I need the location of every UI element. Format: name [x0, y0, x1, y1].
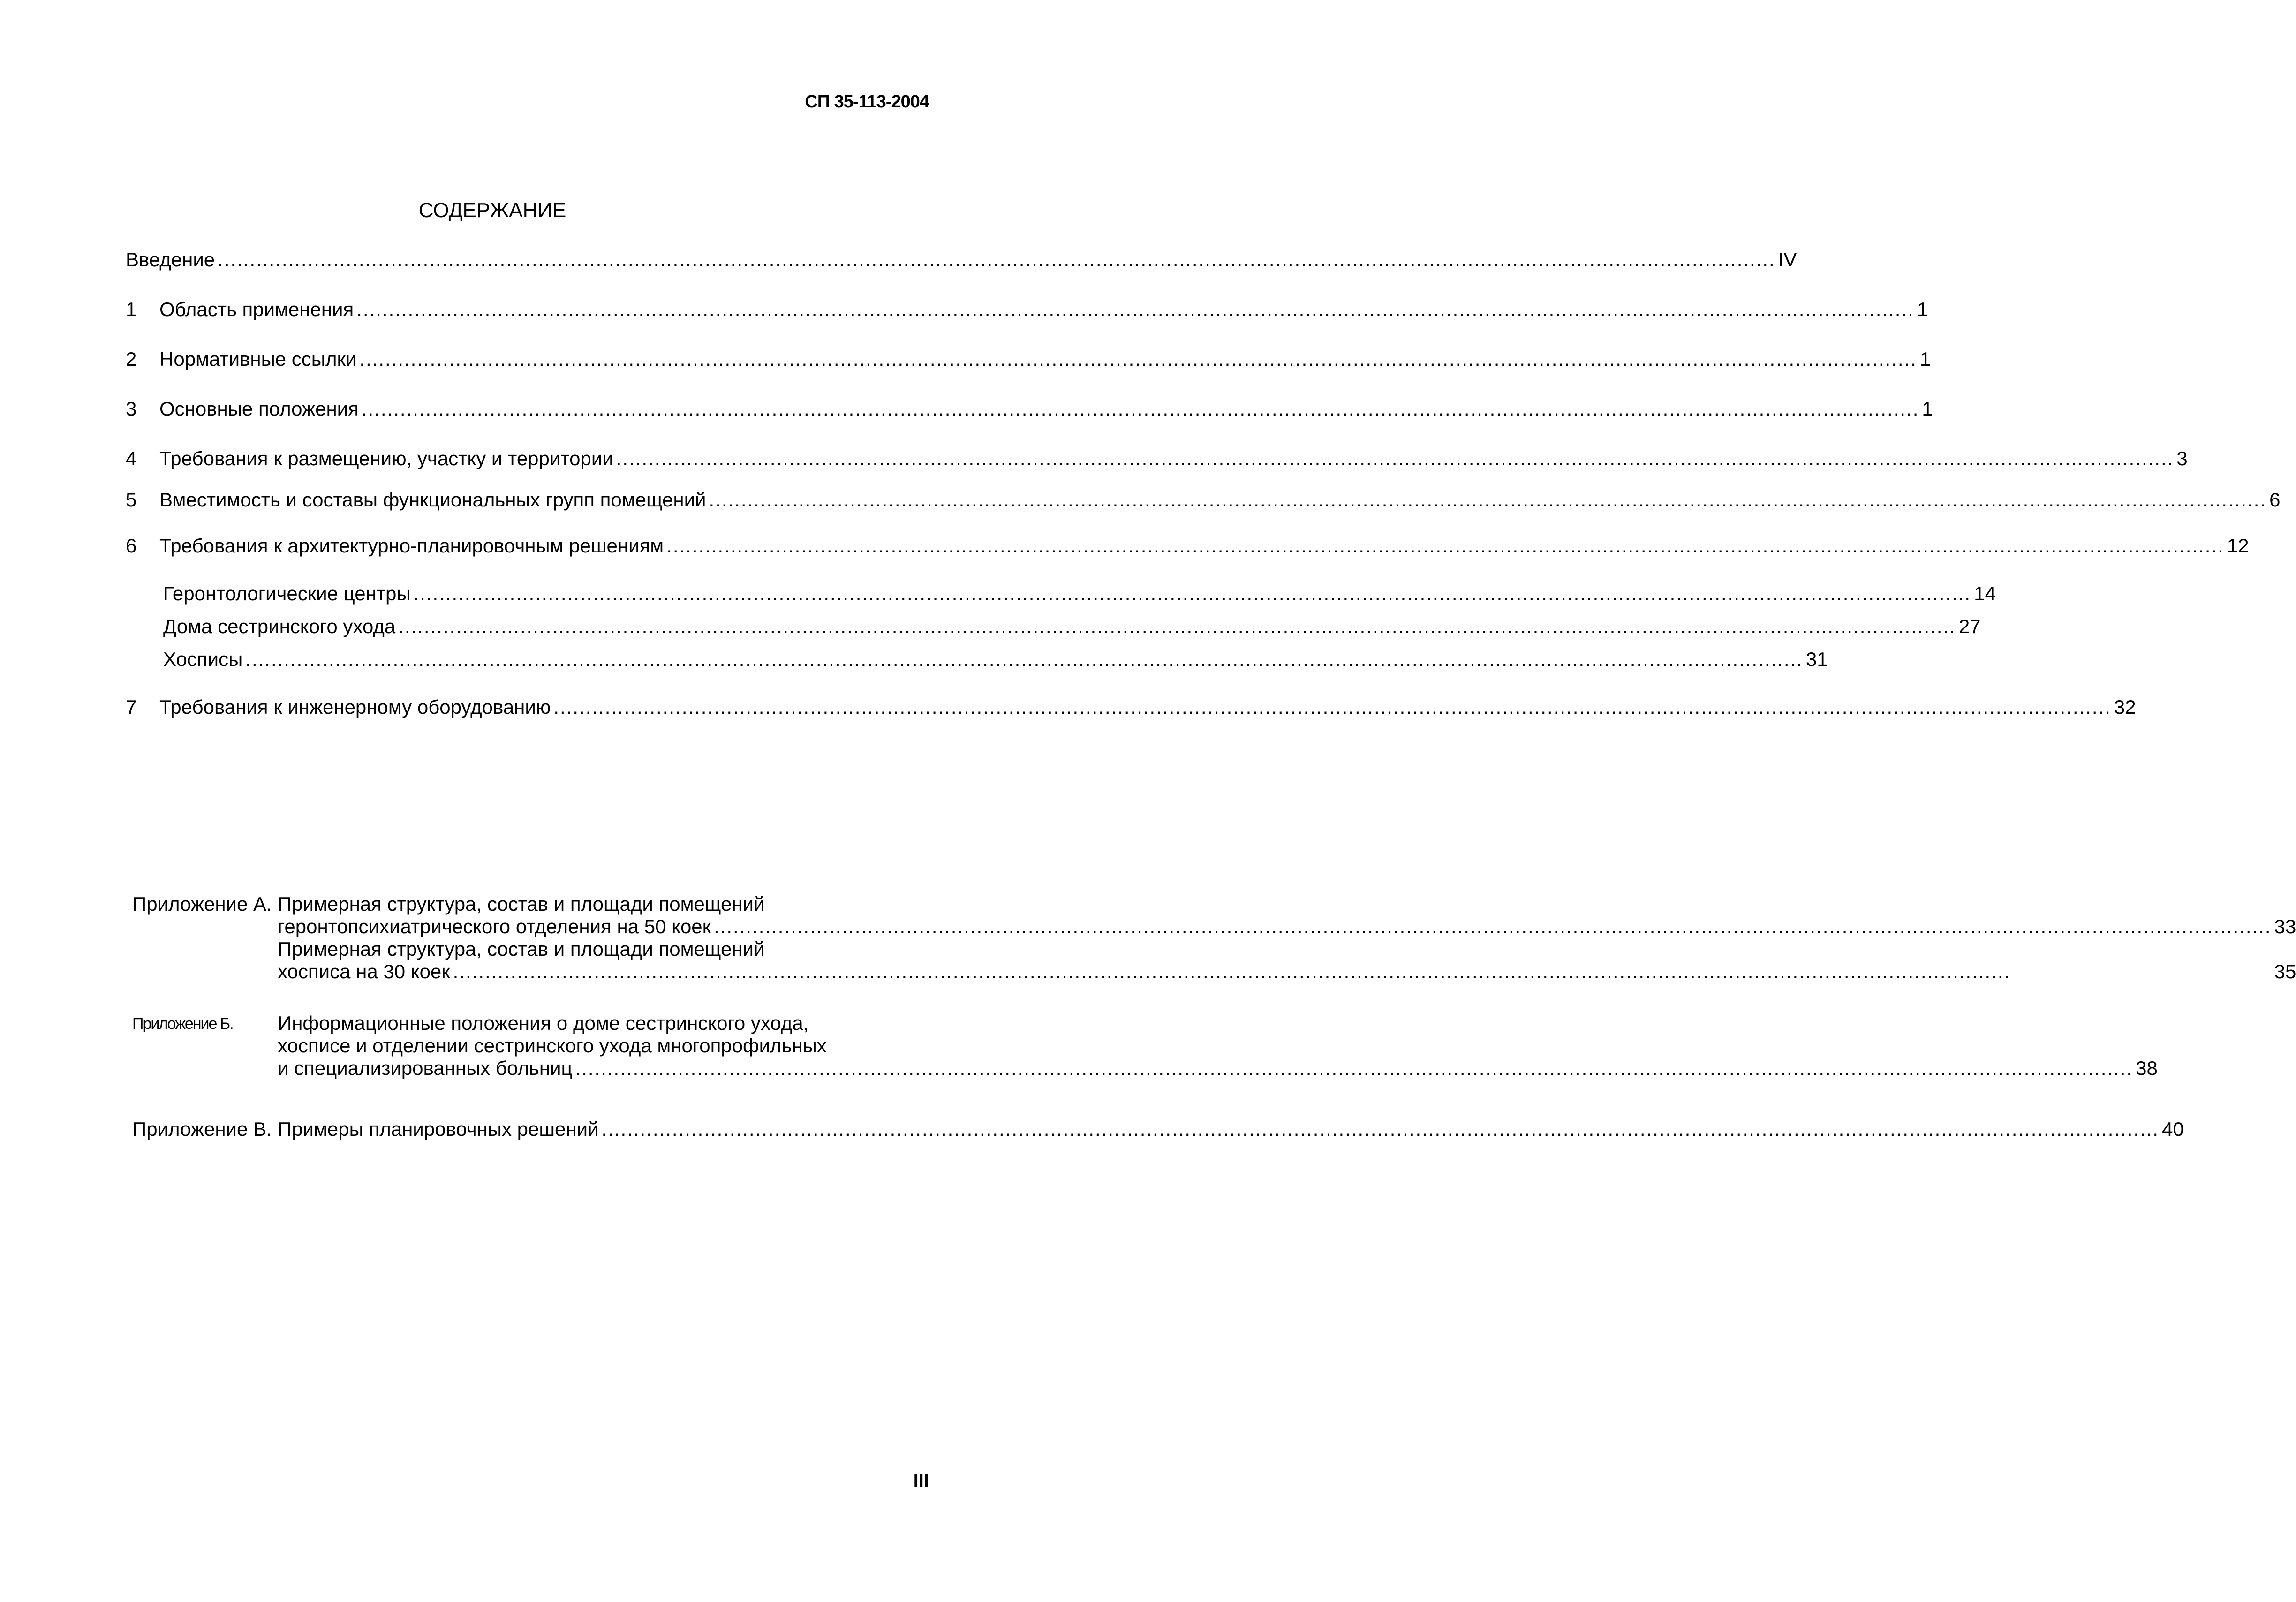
appendix-body [278, 893, 2296, 983]
dot-leader [359, 348, 1917, 370]
toc-entry-1[interactable] [126, 298, 1928, 321]
toc-entry-page: 12 [2227, 535, 2249, 557]
toc-entry-number: 3 [126, 398, 137, 420]
toc-entry-label: Вместимость и составы функциональных групп помещений [159, 489, 706, 511]
toc-entry-label: Область применения [159, 298, 354, 320]
dot-leader [553, 696, 2111, 718]
toc-entry-number: 1 [126, 298, 137, 320]
dot-leader [709, 489, 2267, 511]
dot-leader [414, 582, 1971, 605]
toc-entry-3[interactable] [126, 398, 1933, 420]
toc-entry-page: 1 [1922, 398, 1933, 420]
dot-leader [218, 249, 1775, 271]
toc-entry-5[interactable] [126, 489, 2281, 511]
toc-entry-2[interactable] [126, 348, 1931, 370]
appendix-line-text: геронтопсихиатрического отделения на 50 коек [278, 915, 711, 937]
toc-entry-label: Дома сестринского ухода [163, 615, 396, 637]
appendix-line [278, 1012, 2158, 1035]
toc-entry-number: 7 [126, 696, 137, 718]
toc-entry-page: 6 [2269, 489, 2281, 511]
toc-entry-label: Нормативные ссылки [159, 348, 357, 370]
toc-entry-6[interactable] [126, 535, 2249, 557]
toc-entry-label: Введение [126, 249, 215, 271]
appendix-line-text: Примерная структура, состав и площади помещений [278, 893, 765, 915]
toc-entry-label: Требования к инженерному оборудованию [159, 696, 551, 718]
dot-leader [453, 960, 2272, 983]
toc-entry-label: Требования к размещению, участку и территории [159, 447, 613, 469]
appendix-body [278, 1012, 2158, 1080]
appendix-v[interactable] [132, 1118, 2184, 1141]
dot-leader [666, 535, 2224, 557]
dot-leader [575, 1057, 2133, 1080]
appendix-page: 33 [2274, 915, 2296, 937]
toc-entry-introduction[interactable] [126, 249, 1797, 271]
appendix-label: Приложение А. [132, 893, 272, 915]
dot-leader [602, 1118, 2160, 1141]
toc-title: СОДЕРЖАНИЕ [418, 199, 566, 222]
page-number: III [913, 1470, 929, 1491]
toc-entry-label: Хосписы [163, 648, 243, 670]
dot-leader [362, 398, 1919, 420]
toc-entry-label: Требования к архитектурно-планировочным решениям [159, 535, 664, 557]
dot-leader [616, 447, 2174, 470]
toc-entry-number: 6 [126, 535, 137, 557]
appendix-line [278, 893, 2296, 915]
appendix-page: 35 [2274, 960, 2296, 982]
appendix-label: Приложение В. [132, 1118, 272, 1140]
appendix-body [278, 1118, 2184, 1141]
toc-entry-page: 1 [1919, 348, 1931, 370]
appendix-line-text: Примерная структура, состав и площади помещений [278, 938, 765, 960]
appendix-line-text: хосписе и отделении сестринского ухода многопрофильных [278, 1035, 827, 1057]
dot-leader [714, 915, 2272, 938]
toc-entry-7[interactable] [126, 696, 2136, 718]
appendix-line-text: и специализированных больниц [278, 1057, 573, 1079]
appendix-line [278, 1118, 2184, 1141]
toc-entry-page: 31 [1805, 648, 1828, 670]
toc-entry-page: 32 [2114, 696, 2136, 718]
document-code: СП 35-113-2004 [805, 92, 929, 112]
appendix-line-text: Примеры планировочных решений [278, 1118, 599, 1140]
appendix-b[interactable] [132, 1012, 2158, 1080]
appendix-line [278, 1035, 2158, 1057]
appendix-line [278, 1057, 2158, 1080]
toc-entry-page: 14 [1974, 582, 1996, 605]
toc-subentry-hospices[interactable] [126, 648, 1828, 671]
appendix-line [278, 960, 2296, 983]
toc-entry-page: 3 [2176, 447, 2188, 469]
dot-leader [245, 648, 1803, 671]
toc-subentry-nursing-homes[interactable] [126, 615, 1981, 638]
toc-entry-number: 5 [126, 489, 137, 511]
appendix-line-text: Информационные положения о доме сестринского ухода, [278, 1012, 809, 1034]
toc-subentry-gerontology-centers[interactable] [126, 582, 1996, 605]
toc-entry-number: 2 [126, 348, 137, 370]
appendix-line-text: хосписа на 30 коек [278, 960, 450, 982]
appendix-line [278, 938, 2296, 960]
appendix-page: 40 [2162, 1118, 2184, 1140]
appendix-line [278, 915, 2296, 938]
toc-entry-page: 1 [1917, 298, 1928, 320]
toc-entry-number: 4 [126, 447, 137, 469]
toc-entry-label: Геронтологические центры [163, 582, 411, 605]
toc-entry-page: 27 [1958, 615, 1981, 637]
toc-entry-page: IV [1778, 249, 1797, 271]
appendix-a[interactable] [132, 893, 2296, 983]
appendix-page: 38 [2136, 1057, 2158, 1079]
appendix-label: Приложение Б. [132, 1015, 233, 1033]
dot-leader [356, 298, 1914, 321]
toc-entry-label: Основные положения [159, 398, 359, 420]
toc-entry-4[interactable] [126, 447, 2188, 470]
dot-leader [398, 615, 1956, 638]
